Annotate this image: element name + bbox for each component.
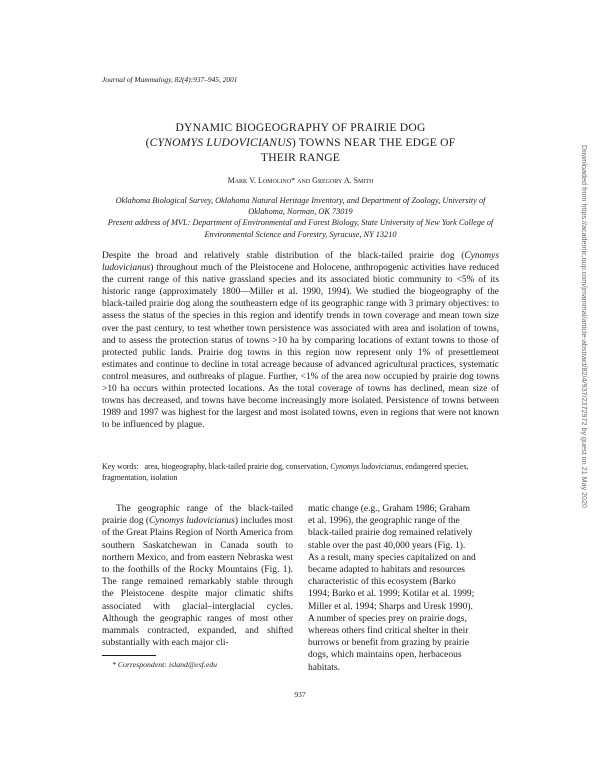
keywords-label: Key words: [102, 462, 139, 471]
body-line: became adapted to habitats and resources [308, 565, 465, 576]
footnote-rule [102, 655, 156, 656]
abstract: Despite the broad and relatively stable distribution of the black-tailed prairie dog (Cynomys ludovicianus) throughout much of the Pleistocene and Holocene, anthropogenic activities have reduced the current range of this native grassland species and its associated biotic community to <5% of its historic range (approximately 1800—Miller et al. 1990, 1994). We studied the biogeography of the black-tailed prairie dog along the southeastern edge of its geographic range with 3 primary objectives: to assess the status of the species in this region and identify trends in town coverage and mean town size over the past century, to test whether town persistence was associated with area and isolation of towns, and to assess the protection status of towns >10 ha by comparing locations of extant towns to those of protected public lands. Prairie dog towns in this region now represent only 1% of presettlement estimates and continue to decline in total acreage because of advanced agricultural practices, systematic control measures, and outbreaks of plague. Further, <1% of the area now occupied by prairie dog towns >10 ha occurs within protected locations. As the total coverage of towns has declined, mean size of towns has decreased, and towns have become increasingly more isolated. Persistence of towns between 1989 and 1997 was highest for the largest and most isolated towns, even in regions that were not known to be influenced by plague. [102, 251, 499, 431]
title-line-3: THEIR RANGE [260, 151, 341, 165]
keywords: Key words: area, biogeography, black-tailed prairie dog, conservation, Cynomys ludovicianus, endangered species, fragmentation, isolation [102, 462, 469, 483]
abstract-species: Cynomys ludovicianus [102, 251, 499, 274]
body-line: 1994; Barko et al. 1999; Kotilar et al. 1999; [308, 589, 475, 600]
body-line: habitats. [308, 662, 340, 673]
article-title [102, 120, 499, 166]
body-line: As a result, many species capitalized on and [308, 552, 476, 563]
title-species: CYNOMYS LUDOVICIANUS [149, 136, 292, 150]
correspondent-footnote: * Correspondent: island@esf.edu [112, 660, 217, 669]
body-line: A number of species prey on prairie dogs, [308, 613, 467, 624]
body-line: black-tailed prairie dog remained relatively [308, 528, 473, 539]
journal-citation: Journal of Mammalogy, 82(4):937–945, 2001 [102, 75, 238, 84]
page-number: 937 [294, 690, 306, 699]
body-species: Cynomys ludovicianus [149, 516, 235, 527]
body-line: dogs, which maintains open, herbaceous [308, 650, 462, 661]
title-line-2: (CYNOMYS LUDOVICIANUS) TOWNS NEAR THE EDGE OF [145, 136, 456, 150]
download-watermark-text: Downloaded from https://academic.oup.com/jmammal/article-abstract/82/4/937/2372972 by guest on 21 May 2020 [580, 145, 589, 509]
title-line-1: DYNAMIC BIOGEOGRAPHY OF PRAIRIE DOG [175, 121, 426, 134]
body-line: burrows or benefit from grazing by prairie [308, 638, 469, 649]
body-left-column: The geographic range of the black-tailed prairie dog (Cynomys ludovicianus) includes most of the Great Plains Region of North America from southern Saskatchewan in Canada south to northern Mexico, and from eastern Nebraska west to the foothills of the Rocky Mountains (Fig. 1). The range remained remarkably stable through the Pleistocene despite major climatic shifts associated with glacial–interglacial cycles. Although the geographic ranges of most other mammals contracted, expanded, and shifted substantially with each major cli- [102, 504, 294, 649]
body-line: whereas others find critical shelter in their [308, 626, 469, 637]
affiliation-primary: Oklahoma Biological Survey, Oklahoma Natural Heritage Inventory, and Department of Zoology, University of Oklahoma, Norman, OK 73019 [115, 196, 486, 217]
body-line: stable over the past 40,000 years (Fig. 1). [308, 540, 466, 551]
affiliations [102, 195, 499, 240]
body-right-column [308, 503, 499, 674]
body-line: et al. 1996), the geographic range of the [308, 516, 460, 527]
affiliation-present: Present address of MVL: Department of Environmental and Forest Biology, State University of New York College of Environmental Science and Forestry, Syracuse, NY 13210 [107, 218, 494, 239]
body-line: Miller et al. 1994; Sharps and Uresk 1990). [308, 601, 473, 612]
authors: Mark V. Lomolino* and Gregory A. Smith [227, 176, 374, 185]
body-line: characteristic of this ecosystem (Barko [308, 577, 456, 588]
download-watermark [579, 145, 589, 610]
keywords-species: Cynomys ludovicianus [330, 462, 402, 471]
body-line: matic change (e.g., Graham 1986; Graham [308, 504, 470, 514]
